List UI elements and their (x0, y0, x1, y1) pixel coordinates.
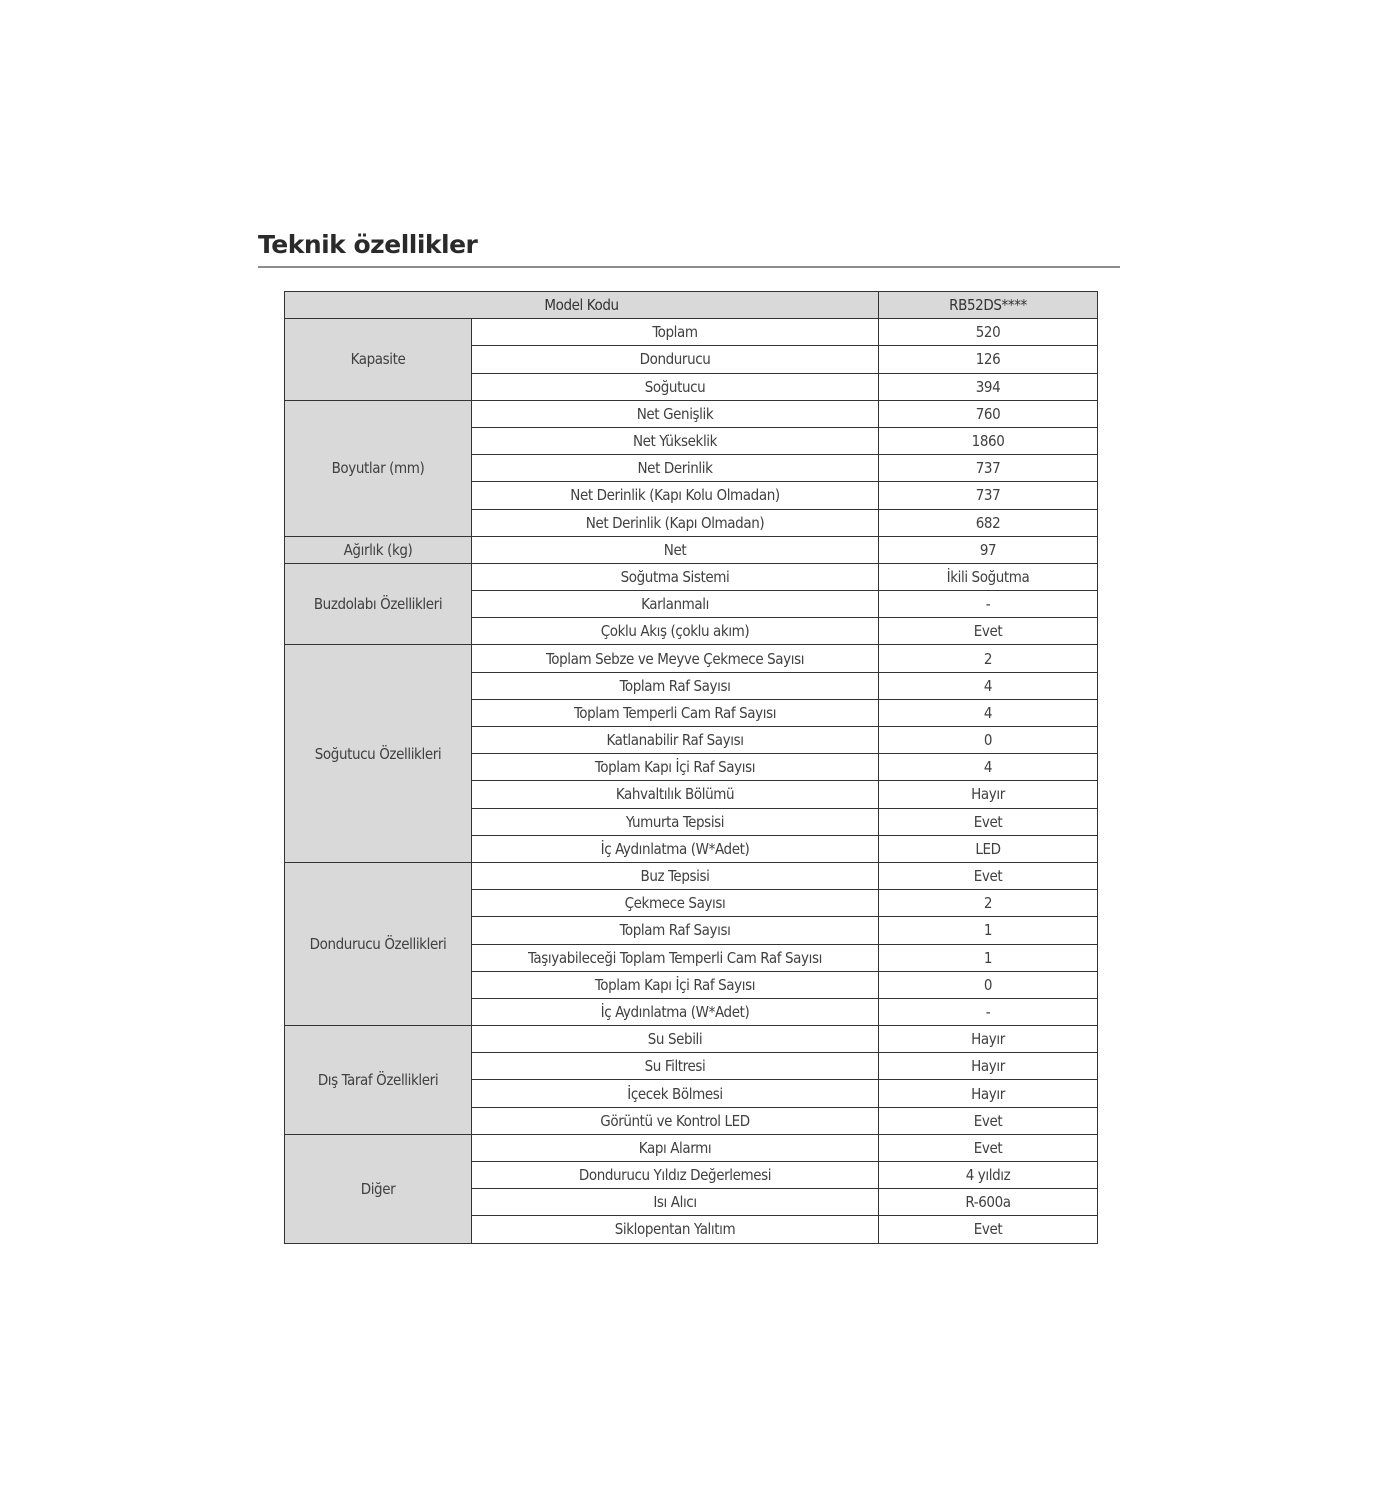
header-model-value: RB52DS**** (879, 292, 1098, 319)
feature-cell: Katlanabilir Raf Sayısı (472, 727, 879, 754)
feature-cell: Kahvaltılık Bölümü (472, 781, 879, 808)
feature-cell: İç Aydınlatma (W*Adet) (472, 998, 879, 1025)
value-cell: 760 (879, 400, 1098, 427)
value-cell: 682 (879, 509, 1098, 536)
value-cell: 1 (879, 944, 1098, 971)
feature-cell: Siklopentan Yalıtım (472, 1216, 879, 1243)
spec-table (284, 291, 1098, 1244)
value-cell: Evet (879, 862, 1098, 889)
table-row (285, 319, 1098, 346)
feature-cell: Toplam Kapı İçi Raf Sayısı (472, 971, 879, 998)
value-cell: 520 (879, 319, 1098, 346)
category-cell: Kapasite (285, 319, 472, 401)
feature-cell: Net Derinlik (Kapı Olmadan) (472, 509, 879, 536)
feature-cell: Net Derinlik (472, 455, 879, 482)
feature-cell: Toplam Kapı İçi Raf Sayısı (472, 754, 879, 781)
feature-cell: İçecek Bölmesi (472, 1080, 879, 1107)
value-cell: R-600a (879, 1189, 1098, 1216)
value-cell: Hayır (879, 1080, 1098, 1107)
value-cell: İkili Soğutma (879, 563, 1098, 590)
value-cell: 4 (879, 672, 1098, 699)
value-cell: Hayır (879, 1026, 1098, 1053)
value-cell: Evet (879, 1107, 1098, 1134)
table-header-row (285, 292, 1098, 319)
value-cell: Hayır (879, 1053, 1098, 1080)
value-cell: 2 (879, 890, 1098, 917)
value-cell: 0 (879, 971, 1098, 998)
feature-cell: Net Derinlik (Kapı Kolu Olmadan) (472, 482, 879, 509)
value-cell: 1 (879, 917, 1098, 944)
feature-cell: Net (472, 536, 879, 563)
value-cell: Hayır (879, 781, 1098, 808)
value-cell: 4 yıldız (879, 1162, 1098, 1189)
table-row (285, 400, 1098, 427)
category-cell: Soğutucu Özellikleri (285, 645, 472, 863)
feature-cell: Kapı Alarmı (472, 1134, 879, 1161)
feature-cell: Dondurucu (472, 346, 879, 373)
value-cell: - (879, 591, 1098, 618)
value-cell: 1860 (879, 427, 1098, 454)
category-cell: Boyutlar (mm) (285, 400, 472, 536)
table-row (285, 1134, 1098, 1161)
feature-cell: Toplam (472, 319, 879, 346)
feature-cell: Toplam Temperli Cam Raf Sayısı (472, 699, 879, 726)
category-cell: Diğer (285, 1134, 472, 1243)
feature-cell: Isı Alıcı (472, 1189, 879, 1216)
feature-cell: Toplam Sebze ve Meyve Çekmece Sayısı (472, 645, 879, 672)
header-model-code-label: Model Kodu (285, 292, 879, 319)
value-cell: 97 (879, 536, 1098, 563)
table-row (285, 862, 1098, 889)
feature-cell: Soğutucu (472, 373, 879, 400)
table-row (285, 645, 1098, 672)
table-row (285, 536, 1098, 563)
value-cell: 0 (879, 727, 1098, 754)
value-cell: Evet (879, 808, 1098, 835)
feature-cell: Toplam Raf Sayısı (472, 917, 879, 944)
page-title: Teknik özellikler (258, 230, 478, 259)
value-cell: 126 (879, 346, 1098, 373)
feature-cell: Buz Tepsisi (472, 862, 879, 889)
category-cell: Buzdolabı Özellikleri (285, 563, 472, 645)
feature-cell: Çoklu Akış (çoklu akım) (472, 618, 879, 645)
category-cell: Dış Taraf Özellikleri (285, 1026, 472, 1135)
table-row (285, 563, 1098, 590)
feature-cell: Görüntü ve Kontrol LED (472, 1107, 879, 1134)
category-cell: Ağırlık (kg) (285, 536, 472, 563)
feature-cell: Karlanmalı (472, 591, 879, 618)
value-cell: 4 (879, 754, 1098, 781)
feature-cell: Taşıyabileceği Toplam Temperli Cam Raf Sayısı (472, 944, 879, 971)
feature-cell: Net Yükseklik (472, 427, 879, 454)
value-cell: 737 (879, 482, 1098, 509)
value-cell: 737 (879, 455, 1098, 482)
feature-cell: Dondurucu Yıldız Değerlemesi (472, 1162, 879, 1189)
value-cell: Evet (879, 618, 1098, 645)
feature-cell: Soğutma Sistemi (472, 563, 879, 590)
value-cell: Evet (879, 1216, 1098, 1243)
feature-cell: İç Aydınlatma (W*Adet) (472, 835, 879, 862)
value-cell: 4 (879, 699, 1098, 726)
table-row (285, 1026, 1098, 1053)
spec-table-body (285, 319, 1098, 1243)
value-cell: LED (879, 835, 1098, 862)
feature-cell: Su Sebili (472, 1026, 879, 1053)
value-cell: 2 (879, 645, 1098, 672)
feature-cell: Su Filtresi (472, 1053, 879, 1080)
value-cell: - (879, 998, 1098, 1025)
feature-cell: Çekmece Sayısı (472, 890, 879, 917)
feature-cell: Net Genişlik (472, 400, 879, 427)
title-divider (258, 266, 1120, 268)
feature-cell: Yumurta Tepsisi (472, 808, 879, 835)
value-cell: 394 (879, 373, 1098, 400)
feature-cell: Toplam Raf Sayısı (472, 672, 879, 699)
category-cell: Dondurucu Özellikleri (285, 862, 472, 1025)
value-cell: Evet (879, 1134, 1098, 1161)
